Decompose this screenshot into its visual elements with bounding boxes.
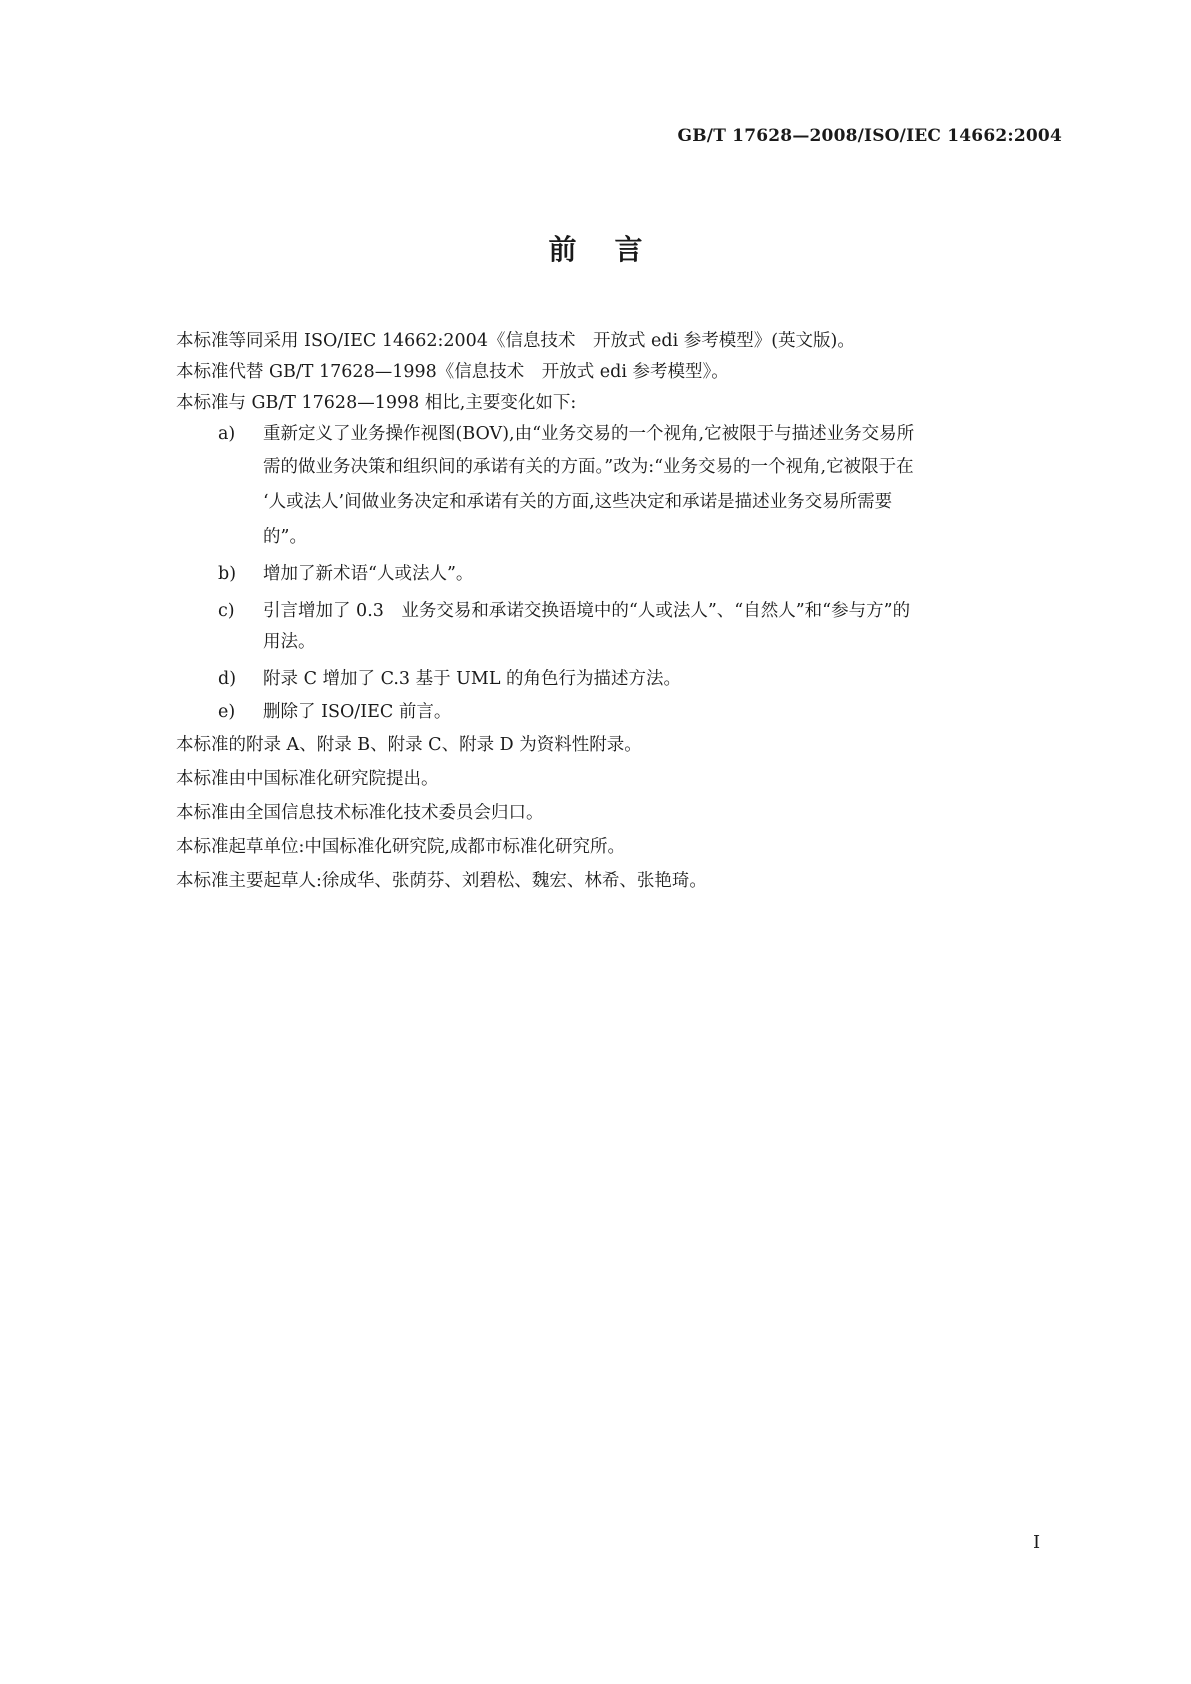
page-number: I — [1033, 1532, 1041, 1553]
paragraph-replaces: 本标准代替 GB/T 17628—1998《信息技术 开放式 edi 参考模型》。 — [176, 362, 729, 382]
text-line: 用法。 — [263, 632, 316, 652]
text-line: 的”。 — [263, 527, 307, 547]
paragraph-proposed-by: 本标准由中国标准化研究院提出。 — [176, 769, 439, 789]
change-item-label: e) — [218, 702, 236, 722]
change-item-label: c) — [218, 601, 235, 621]
paragraph-changes-intro: 本标准与 GB/T 17628—1998 相比,主要变化如下: — [176, 393, 577, 413]
paragraph-adoption: 本标准等同采用 ISO/IEC 14662:2004《信息技术 开放式 edi 参考模型》(英文版)。 — [176, 331, 855, 351]
standard-code-header: GB/T 17628—2008/ISO/IEC 14662:2004 — [677, 126, 1062, 146]
change-item-label: a) — [218, 424, 236, 444]
change-item-text — [263, 419, 1062, 450]
paragraph-centralized-by: 本标准由全国信息技术标准化技术委员会归口。 — [176, 803, 544, 823]
paragraph-drafters: 本标准主要起草人:徐成华、张荫芬、刘碧松、魏宏、林希、张艳琦。 — [176, 871, 707, 891]
text-line: 重新定义了业务操作视图(BOV),由“业务交易的一个视角,它被限于与描述业务交易所 — [263, 424, 915, 444]
change-item-text: 增加了新术语“人或法人”。 — [263, 564, 474, 584]
change-item-d — [176, 664, 1062, 695]
change-item-a — [176, 419, 1062, 450]
change-item-text: 删除了 ISO/IEC 前言。 — [263, 702, 452, 722]
change-item-text: 附录 C 增加了 C.3 基于 UML 的角色行为描述方法。 — [263, 669, 682, 689]
change-item-c — [176, 596, 1062, 627]
change-item-text: 引言增加了 0.3 业务交易和承诺交换语境中的“人或法人”、“自然人”和“参与方”的 — [263, 601, 911, 621]
paragraph-drafting-units: 本标准起草单位:中国标准化研究院,成都市标准化研究所。 — [176, 837, 625, 857]
change-item-b — [176, 559, 1062, 590]
change-item-label: b) — [218, 564, 237, 584]
paragraph-annexes: 本标准的附录 A、附录 B、附录 C、附录 D 为资料性附录。 — [176, 735, 642, 755]
text-line: 需的做业务决策和组织间的承诺有关的方面。”改为:“业务交易的一个视角,它被限于在 — [263, 457, 914, 477]
change-item-label: d) — [218, 669, 237, 689]
document-body — [176, 326, 1062, 897]
page-title: 前言 — [548, 233, 681, 266]
text-line: ‘人或法人’间做业务决定和承诺有关的方面,这些决定和承诺是描述业务交易所需要 — [263, 492, 893, 512]
change-item-e — [176, 697, 1062, 728]
